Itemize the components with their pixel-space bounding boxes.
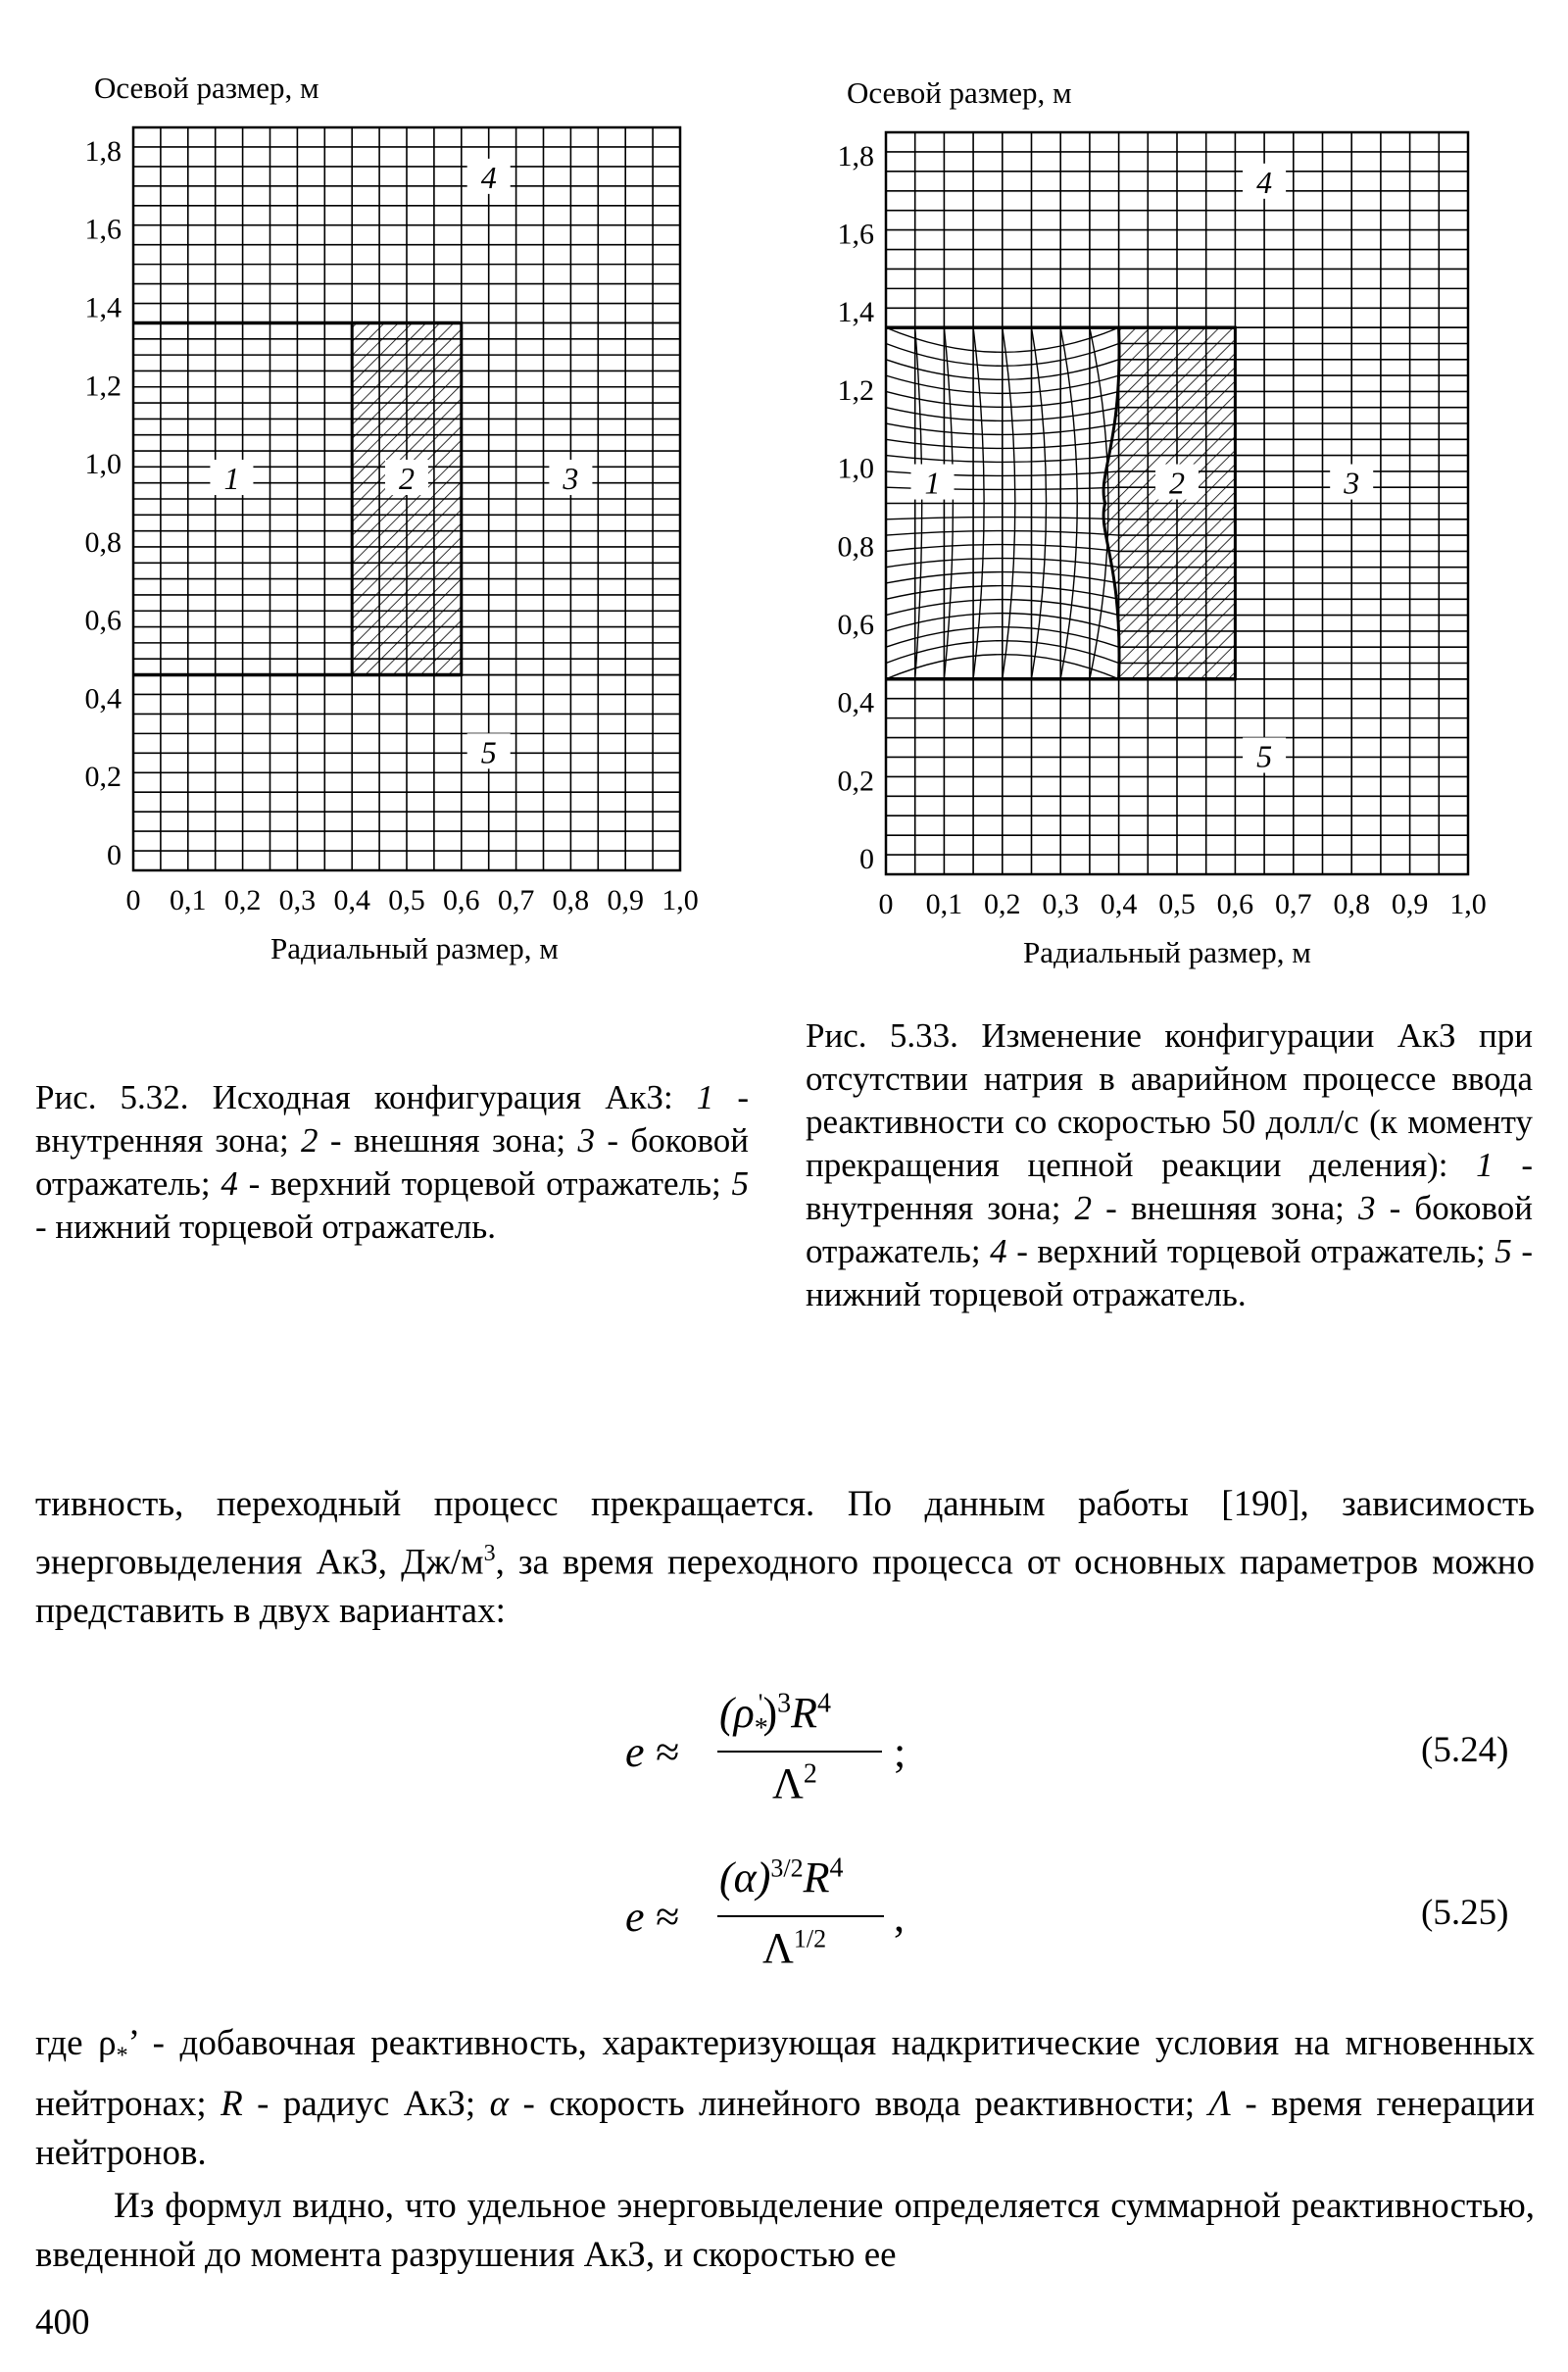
caption-italic: 2 xyxy=(301,1121,318,1160)
y-tick-label: 0,8 xyxy=(84,525,122,559)
x-tick-label: 0,2 xyxy=(984,888,1021,920)
zone-label-5: 5 xyxy=(1256,738,1273,774)
caption-text: - внутренняя зона; xyxy=(35,1078,750,1160)
numerator-prime: ' xyxy=(758,1689,763,1718)
x-tick-label: 0,8 xyxy=(1333,888,1370,920)
caption-text: - верхний торцевой отражатель; xyxy=(237,1164,732,1203)
zone-label-1: 1 xyxy=(223,461,240,497)
y-tick-label: 1,8 xyxy=(837,139,874,173)
x-tick-label: 0,4 xyxy=(333,884,370,916)
denominator-exp: 1/2 xyxy=(793,1924,827,1953)
symbol-r: R xyxy=(220,2084,243,2125)
numerator-close: ) xyxy=(762,1689,778,1737)
paragraph-2 xyxy=(35,2019,1535,2280)
x-tick-label: 0,9 xyxy=(607,884,644,916)
x-tick-label: 0,7 xyxy=(497,884,535,916)
numerator-exp: 3/2 xyxy=(770,1853,804,1883)
paragraph-1-text: тивность, переходный процесс прекращается. По данным работы [190], зависимость энерговыделения АкЗ, Дж/м xyxy=(35,1484,1535,1583)
y-tick-label: 1,0 xyxy=(84,448,122,481)
figure-5-33-caption xyxy=(806,1014,1533,1316)
x-tick-label: 0,6 xyxy=(443,884,480,916)
numerator-r-exp: 4 xyxy=(829,1853,844,1884)
x-tick-label: 0 xyxy=(125,884,141,916)
caption-italic: 3 xyxy=(577,1121,596,1160)
y-tick-label: 0,8 xyxy=(837,530,874,564)
y-tick-label: 0 xyxy=(107,839,122,871)
zone-label-1: 1 xyxy=(924,465,941,501)
x-axis-title: Радиальный размер, м xyxy=(270,931,559,965)
paragraph-2-text: - время генерации нейтронов. xyxy=(35,2084,1535,2174)
y-axis-title: Осевой размер, м xyxy=(847,75,1072,110)
caption-italic: 4 xyxy=(990,1232,1007,1270)
y-tick-label: 0,6 xyxy=(84,604,122,637)
numerator-sub: * xyxy=(754,1712,768,1744)
paragraph-1-text-end: , за время переходного процесса от основных параметров можно представить в двух вариантах: xyxy=(35,1542,1535,1632)
paragraph-2-text: - радиус АкЗ; xyxy=(242,2084,490,2125)
x-tick-label: 0,5 xyxy=(1158,888,1196,920)
numerator-r: R xyxy=(803,1853,830,1902)
caption-text: - боковой отражатель; xyxy=(35,1121,749,1203)
equation-5-25 xyxy=(625,1853,919,1980)
x-tick-label: 0,9 xyxy=(1391,888,1429,920)
caption-italic: 3 xyxy=(1358,1189,1376,1227)
y-tick-label: 0 xyxy=(859,843,874,875)
zone-label-4: 4 xyxy=(480,159,497,195)
denominator-exp: 2 xyxy=(803,1758,817,1790)
subscript: * xyxy=(116,2043,128,2069)
equation-denominator xyxy=(772,1758,817,1808)
equation-denominator xyxy=(762,1923,826,1973)
equation-numerator xyxy=(719,1688,831,1745)
equation-lhs: e ≈ xyxy=(625,1893,679,1941)
x-tick-label: 0,2 xyxy=(223,884,262,916)
caption-italic: 5 xyxy=(1494,1232,1512,1270)
figure-5-33-chart xyxy=(784,0,1568,990)
caption-italic: 4 xyxy=(220,1164,238,1203)
paragraph-1 xyxy=(35,1480,1535,1636)
equation-5-24 xyxy=(625,1688,919,1815)
zone-label-5: 5 xyxy=(480,734,497,770)
y-tick-label: 1,4 xyxy=(837,296,874,329)
equation-number-5-24: (5.24) xyxy=(1421,1730,1509,1770)
caption-text: Рис. 5.32. Исходная конфигурация АкЗ: xyxy=(35,1078,697,1116)
x-tick-label: 0,3 xyxy=(1042,888,1079,920)
caption-text: - внешняя зона; xyxy=(318,1121,578,1160)
zone-label-3: 3 xyxy=(1344,465,1360,501)
numerator-r-exp: 4 xyxy=(817,1688,832,1719)
y-tick-label: 1,8 xyxy=(84,134,122,168)
x-tick-label: 0 xyxy=(878,888,894,920)
zone-label-2: 2 xyxy=(1169,465,1185,501)
x-tick-label: 1,0 xyxy=(1449,888,1487,920)
equation-numerator xyxy=(719,1853,844,1903)
caption-text: Рис. 5.33. Изменение конфигурации АкЗ при отсутствии натрия в аварийном процессе ввода реактивности со скоростью 50 долл/с (к моменту прекращения цепной реакции деления): xyxy=(806,1016,1533,1184)
figure-5-32-chart xyxy=(0,0,784,990)
x-tick-label: 1,0 xyxy=(662,884,699,916)
paragraph-2-text: ’ - добавочная реактивность, характеризующая надкритические условия на мгновенных нейтронах; xyxy=(35,2023,1536,2125)
x-tick-label: 0,4 xyxy=(1100,888,1138,920)
caption-text: - верхний торцевой отражатель; xyxy=(1006,1232,1495,1270)
outer-zone-hatched xyxy=(1103,327,1235,679)
y-tick-label: 1,2 xyxy=(84,370,122,403)
equation-punct: , xyxy=(894,1893,905,1941)
y-tick-label: 1,6 xyxy=(837,218,874,251)
caption-text: - внутренняя зона; xyxy=(806,1146,1534,1227)
paragraph-2-text: - скорость линейного ввода реактивности; xyxy=(509,2084,1209,2125)
denominator-lambda: Λ xyxy=(772,1759,804,1807)
equation-punct: ; xyxy=(894,1728,906,1776)
x-tick-label: 0,3 xyxy=(278,884,317,916)
x-tick-label: 0,6 xyxy=(1216,888,1254,920)
y-tick-label: 1,2 xyxy=(837,373,874,407)
outer-zone-hatched xyxy=(352,322,462,674)
numerator-r: R xyxy=(791,1689,818,1737)
x-tick-label: 0,1 xyxy=(925,888,963,920)
y-tick-label: 0,6 xyxy=(837,608,874,641)
page-number: 400 xyxy=(35,2302,90,2343)
caption-italic: 1 xyxy=(696,1078,714,1116)
y-tick-label: 1,4 xyxy=(84,291,122,324)
symbol-lambda: Λ xyxy=(1208,2084,1231,2125)
x-tick-label: 0,7 xyxy=(1275,888,1312,920)
deformed-mesh xyxy=(886,327,1119,679)
y-tick-label: 1,6 xyxy=(84,213,122,246)
numerator-open: (α) xyxy=(719,1853,771,1902)
zone-label-2: 2 xyxy=(399,461,415,497)
y-tick-label: 0,2 xyxy=(84,761,122,794)
zone-label-3: 3 xyxy=(563,461,579,497)
zone-label-4: 4 xyxy=(1256,164,1273,200)
x-tick-label: 0,1 xyxy=(170,884,207,916)
caption-italic: 5 xyxy=(731,1164,749,1203)
numerator-exp: 3 xyxy=(777,1688,792,1719)
paragraph-3: Из формул видно, что удельное энерговыделение определяется суммарной реактивностью, введенной до момента разрушения АкЗ, и скоростью ее xyxy=(35,2186,1535,2276)
symbol-alpha: α xyxy=(489,2084,510,2125)
paragraph-2-text: где ρ xyxy=(35,2023,117,2063)
y-tick-label: 1,0 xyxy=(837,452,874,485)
caption-italic: 2 xyxy=(1074,1189,1093,1227)
superscript: 3 xyxy=(483,1541,496,1566)
y-tick-label: 0,4 xyxy=(84,682,122,716)
caption-text: - нижний торцевой отражатель. xyxy=(35,1208,496,1246)
numerator-open: (ρ xyxy=(719,1689,755,1737)
x-axis-title: Радиальный размер, м xyxy=(1023,935,1311,969)
fraction-bar xyxy=(717,1915,884,1917)
y-tick-label: 0,4 xyxy=(837,686,874,719)
equation-lhs: e ≈ xyxy=(625,1728,679,1776)
caption-text: - нижний торцевой отражатель. xyxy=(806,1232,1533,1313)
x-tick-label: 0,8 xyxy=(552,884,590,916)
y-axis-title: Осевой размер, м xyxy=(94,71,319,105)
caption-text: - боковой отражатель; xyxy=(806,1189,1533,1270)
caption-italic: 1 xyxy=(1476,1146,1494,1184)
equation-number-5-25: (5.25) xyxy=(1421,1893,1509,1933)
x-tick-label: 0,5 xyxy=(388,884,425,916)
denominator-lambda: Λ xyxy=(762,1924,794,1972)
caption-text: - внешняя зона; xyxy=(1092,1189,1359,1227)
y-tick-label: 0,2 xyxy=(837,765,874,798)
fraction-bar xyxy=(717,1751,882,1753)
figure-5-32-caption xyxy=(35,1076,749,1249)
